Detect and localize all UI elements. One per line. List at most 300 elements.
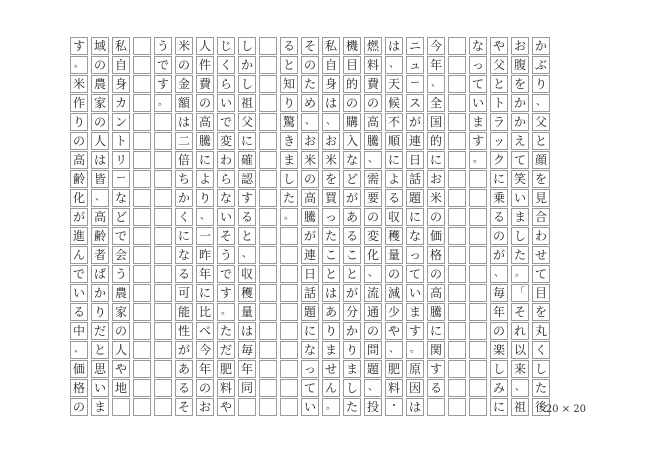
grid-cell: 年 (196, 360, 214, 378)
grid-cell: う (112, 265, 130, 283)
grid-cell: を (511, 75, 529, 93)
grid-cell: 。 (322, 398, 340, 416)
grid-cell: や (217, 398, 235, 416)
grid-cell: り (343, 341, 361, 359)
grid-cell: 入 (343, 132, 361, 150)
grid-cell: 天 (385, 75, 403, 93)
grid-cell: い (217, 94, 235, 112)
grid-cell (154, 132, 172, 150)
grid-cell: 的 (343, 75, 361, 93)
grid-cell: ま (406, 303, 424, 321)
grid-cell: 丸 (532, 322, 550, 340)
grid-cell (469, 398, 487, 416)
grid-cell: に (238, 132, 256, 150)
grid-cell: 高 (427, 284, 445, 302)
grid-cell: い (469, 94, 487, 112)
grid-cell (154, 113, 172, 131)
grid-cell: た (511, 246, 529, 264)
grid-cell: を (322, 170, 340, 188)
grid-cell: 。 (406, 341, 424, 359)
grid-cell (154, 322, 172, 340)
grid-cell: 全 (427, 94, 445, 112)
grid-cell: 二 (175, 132, 193, 150)
grid-cell: に (385, 151, 403, 169)
grid-cell: 顔 (532, 151, 550, 169)
grid-cell (133, 360, 151, 378)
grid-cell: 題 (301, 303, 319, 321)
grid-cell: こ (322, 246, 340, 264)
grid-cell (469, 265, 487, 283)
grid-cell: 。 (280, 208, 298, 226)
grid-cell: 私 (112, 37, 130, 55)
grid-cell (259, 246, 277, 264)
grid-cell: い (511, 189, 529, 207)
grid-cell: 額 (175, 94, 193, 112)
grid-cell: の (385, 265, 403, 283)
grid-cell (448, 265, 466, 283)
grid-cell: の (196, 379, 214, 397)
grid-cell: ど (343, 170, 361, 188)
grid-cell: す (427, 360, 445, 378)
grid-cell: ・ (385, 398, 403, 416)
grid-cell: で (70, 265, 88, 283)
grid-cell: 連 (406, 132, 424, 150)
grid-cell: 。 (70, 56, 88, 74)
grid-cell: 比 (196, 303, 214, 321)
grid-cell: て (532, 265, 550, 283)
grid-cell (469, 341, 487, 359)
grid-cell (133, 94, 151, 112)
grid-cell: 会 (112, 246, 130, 264)
grid-cell (448, 208, 466, 226)
grid-cell: ぶ (532, 56, 550, 74)
grid-cell: 順 (385, 132, 403, 150)
grid-cell: 昨 (196, 246, 214, 264)
grid-cell: の (301, 170, 319, 188)
grid-cell (133, 113, 151, 131)
grid-cell (259, 56, 277, 74)
grid-cell: 機 (343, 37, 361, 55)
grid-cell: 高 (301, 189, 319, 207)
grid-cell: お (427, 170, 445, 188)
grid-cell: 穫 (385, 227, 403, 245)
grid-cell: 穫 (238, 284, 256, 302)
grid-cell: っ (301, 360, 319, 378)
grid-cell: 米 (301, 151, 319, 169)
grid-cell (259, 227, 277, 245)
grid-cell: ト (490, 94, 508, 112)
grid-cell: か (175, 189, 193, 207)
grid-cell (280, 322, 298, 340)
grid-cell: は (238, 322, 256, 340)
grid-cell: ま (91, 398, 109, 416)
grid-cell: す (406, 322, 424, 340)
grid-cell: で (217, 113, 235, 131)
grid-cell (259, 151, 277, 169)
grid-cell: 農 (91, 75, 109, 93)
grid-cell: い (406, 284, 424, 302)
grid-cell: 原 (406, 360, 424, 378)
grid-cell: 人 (196, 37, 214, 55)
grid-cell (259, 284, 277, 302)
grid-cell (448, 303, 466, 321)
grid-cell: て (301, 379, 319, 397)
grid-cell: く (532, 341, 550, 359)
grid-cell: あ (343, 208, 361, 226)
grid-cell: の (490, 322, 508, 340)
grid-cell: す (70, 37, 88, 55)
grid-cell: に (301, 322, 319, 340)
grid-cell (448, 113, 466, 131)
grid-cell (280, 265, 298, 283)
grid-cell (133, 189, 151, 207)
grid-cell: 家 (112, 303, 130, 321)
grid-cell: 自 (112, 56, 130, 74)
grid-cell: き (280, 132, 298, 150)
grid-cell (133, 208, 151, 226)
grid-cell (280, 379, 298, 397)
grid-cell: り (280, 94, 298, 112)
grid-cell (133, 341, 151, 359)
grid-cell: よ (385, 170, 403, 188)
grid-cell: 倍 (175, 151, 193, 169)
grid-cell: 問 (364, 341, 382, 359)
grid-cell: 今 (427, 37, 445, 55)
grid-cell: お (322, 132, 340, 150)
grid-cell (469, 189, 487, 207)
grid-cell (448, 75, 466, 93)
grid-cell (133, 75, 151, 93)
grid-cell: し (511, 227, 529, 245)
grid-cell (259, 379, 277, 397)
grid-cell: っ (322, 208, 340, 226)
grid-cell: ら (217, 170, 235, 188)
grid-cell: 、 (427, 75, 445, 93)
grid-cell: は (406, 398, 424, 416)
grid-cell (238, 398, 256, 416)
grid-cell (448, 94, 466, 112)
grid-cell (259, 170, 277, 188)
grid-cell: て (469, 75, 487, 93)
grid-cell: 高 (196, 113, 214, 131)
grid-cell: り (91, 303, 109, 321)
grid-cell: せ (322, 360, 340, 378)
grid-cell (448, 132, 466, 150)
grid-cell: 年 (427, 56, 445, 74)
grid-cell: 齢 (70, 170, 88, 188)
grid-cell (448, 151, 466, 169)
grid-cell (133, 37, 151, 55)
grid-cell: 高 (91, 208, 109, 226)
grid-cell: 騰 (196, 132, 214, 150)
grid-cell: 地 (112, 379, 130, 397)
grid-cell: る (385, 189, 403, 207)
grid-cell (259, 398, 277, 416)
grid-cell (448, 189, 466, 207)
grid-cell: こ (343, 246, 361, 264)
grid-cell: 、 (385, 341, 403, 359)
grid-cell: い (217, 208, 235, 226)
grid-cell: と (238, 227, 256, 245)
grid-cell: 騰 (364, 132, 382, 150)
grid-cell: そ (511, 303, 529, 321)
grid-cell: か (238, 56, 256, 74)
grid-cell: 来 (511, 360, 529, 378)
grid-cell: と (280, 56, 298, 74)
grid-cell: で (217, 265, 235, 283)
grid-cell: の (301, 56, 319, 74)
grid-cell (448, 246, 466, 264)
grid-cell (280, 246, 298, 264)
grid-cell: 、 (196, 208, 214, 226)
grid-cell: あ (322, 303, 340, 321)
grid-cell: に (196, 284, 214, 302)
grid-cell: 、 (385, 56, 403, 74)
grid-cell: 費 (364, 75, 382, 93)
grid-cell: 題 (406, 189, 424, 207)
grid-cell: か (532, 37, 550, 55)
grid-cell (280, 227, 298, 245)
grid-cell: と (322, 265, 340, 283)
grid-cell: し (532, 360, 550, 378)
grid-cell: 認 (238, 170, 256, 188)
grid-cell (154, 227, 172, 245)
grid-cell: 乗 (490, 189, 508, 207)
grid-cell (133, 265, 151, 283)
grid-cell (154, 360, 172, 378)
grid-cell (427, 398, 445, 416)
grid-cell: し (238, 37, 256, 55)
grid-cell (154, 303, 172, 321)
grid-cell (469, 303, 487, 321)
grid-cell: の (91, 56, 109, 74)
grid-cell: 域 (91, 37, 109, 55)
grid-cell: 料 (385, 379, 403, 397)
grid-cell (448, 398, 466, 416)
grid-cell (469, 360, 487, 378)
grid-cell: ば (91, 265, 109, 283)
grid-cell: 費 (196, 75, 214, 93)
grid-cell: ん (322, 379, 340, 397)
grid-cell: た (280, 189, 298, 207)
grid-cell: が (175, 341, 193, 359)
grid-cell: す (154, 75, 172, 93)
grid-cell: い (91, 379, 109, 397)
grid-cell: そ (175, 398, 193, 416)
grid-cell: 分 (343, 303, 361, 321)
grid-cell: り (70, 113, 88, 131)
grid-cell: と (91, 341, 109, 359)
grid-cell: 日 (406, 151, 424, 169)
grid-cell: そ (301, 37, 319, 55)
grid-cell: の (427, 208, 445, 226)
grid-cell: ト (112, 132, 130, 150)
grid-cell: と (490, 75, 508, 93)
grid-cell: と (343, 265, 361, 283)
grid-cell: る (238, 208, 256, 226)
grid-cell: 肥 (217, 360, 235, 378)
grid-cell: で (154, 56, 172, 74)
grid-cell: る (280, 37, 298, 55)
grid-cell: 毎 (238, 341, 256, 359)
grid-cell: 変 (217, 132, 235, 150)
grid-cell: 買 (322, 189, 340, 207)
grid-cell: を (532, 303, 550, 321)
grid-cell: う (217, 246, 235, 264)
grid-cell: が (490, 246, 508, 264)
grid-cell: 父 (532, 113, 550, 131)
grid-cell: 価 (427, 227, 445, 245)
grid-cell: べ (196, 322, 214, 340)
grid-cell (259, 75, 277, 93)
grid-cell (154, 265, 172, 283)
grid-cell (154, 189, 172, 207)
grid-cell: 思 (91, 360, 109, 378)
grid-cell: し (280, 170, 298, 188)
grid-cell: 騰 (301, 208, 319, 226)
grid-cell (154, 208, 172, 226)
grid-cell: 見 (532, 189, 550, 207)
grid-cell (280, 341, 298, 359)
grid-size-label: 20 × 20 (545, 404, 586, 415)
grid-cell (469, 208, 487, 226)
grid-cell: 齢 (91, 227, 109, 245)
grid-cell (259, 113, 277, 131)
grid-cell: 需 (364, 170, 382, 188)
grid-cell: 通 (364, 303, 382, 321)
grid-cell: 騰 (427, 303, 445, 321)
grid-cell: 関 (427, 341, 445, 359)
grid-cell: 米 (427, 189, 445, 207)
grid-cell (469, 170, 487, 188)
grid-cell: 進 (70, 227, 88, 245)
grid-cell: 。 (154, 94, 172, 112)
grid-cell: た (532, 379, 550, 397)
grid-cell: り (532, 75, 550, 93)
grid-cell (133, 398, 151, 416)
grid-cell (448, 37, 466, 55)
grid-cell: 性 (175, 322, 193, 340)
grid-cell: 流 (364, 284, 382, 302)
grid-cell: な (112, 189, 130, 207)
grid-cell: す (238, 189, 256, 207)
grid-cell: 祖 (238, 94, 256, 112)
grid-cell: 収 (238, 265, 256, 283)
grid-cell: 要 (364, 189, 382, 207)
grid-cell: 件 (196, 56, 214, 74)
grid-cell (448, 341, 466, 359)
grid-cell: 量 (238, 303, 256, 321)
grid-cell (154, 284, 172, 302)
grid-cell: の (343, 94, 361, 112)
grid-cell: 皆 (91, 170, 109, 188)
grid-cell: わ (217, 151, 235, 169)
grid-cell: 金 (175, 75, 193, 93)
grid-cell: 私 (322, 37, 340, 55)
grid-cell: 目 (343, 56, 361, 74)
grid-cell: る (490, 208, 508, 226)
grid-cell (154, 170, 172, 188)
grid-cell: み (490, 379, 508, 397)
grid-cell: 者 (91, 246, 109, 264)
grid-cell: 米 (175, 37, 193, 55)
grid-cell: っ (469, 56, 487, 74)
grid-cell: ま (280, 151, 298, 169)
grid-cell: ち (175, 170, 193, 188)
grid-cell: し (490, 360, 508, 378)
grid-cell: 人 (112, 341, 130, 359)
grid-cell (469, 284, 487, 302)
grid-cell (154, 398, 172, 416)
grid-cell: 、 (301, 113, 319, 131)
grid-cell: 「 (511, 284, 529, 302)
grid-cell: り (196, 189, 214, 207)
grid-cell (154, 246, 172, 264)
grid-cell: ら (217, 75, 235, 93)
grid-cell: 変 (364, 227, 382, 245)
grid-cell (448, 322, 466, 340)
grid-cell: ま (343, 360, 361, 378)
grid-cell: 不 (385, 113, 403, 131)
grid-cell: や (112, 360, 130, 378)
grid-cell: は (322, 94, 340, 112)
grid-cell: に (427, 151, 445, 169)
grid-cell: ど (112, 208, 130, 226)
grid-cell: や (385, 322, 403, 340)
grid-cell: 収 (385, 208, 403, 226)
grid-cell (280, 360, 298, 378)
grid-cell: 化 (364, 246, 382, 264)
grid-cell: 減 (385, 284, 403, 302)
grid-cell: 燃 (364, 37, 382, 55)
grid-cell: を (532, 170, 550, 188)
grid-cell: な (175, 246, 193, 264)
grid-cell: た (301, 75, 319, 93)
grid-cell: 農 (112, 284, 130, 302)
grid-cell (448, 360, 466, 378)
grid-cell (469, 322, 487, 340)
grid-cell: 量 (385, 246, 403, 264)
grid-cell: の (70, 132, 88, 150)
grid-cell: 話 (301, 284, 319, 302)
grid-cell: 一 (196, 227, 214, 245)
grid-cell: の (490, 227, 508, 245)
grid-cell (133, 322, 151, 340)
grid-cell (280, 303, 298, 321)
grid-cell (259, 341, 277, 359)
grid-cell: 国 (427, 113, 445, 131)
grid-cell (469, 227, 487, 245)
grid-cell: だ (91, 322, 109, 340)
grid-cell (448, 284, 466, 302)
grid-cell: 能 (175, 303, 193, 321)
grid-cell: 、 (70, 341, 88, 359)
grid-cell: 投 (364, 398, 382, 416)
grid-cell: わ (532, 227, 550, 245)
grid-cell: か (343, 322, 361, 340)
grid-cell: 料 (217, 379, 235, 397)
grid-cell (259, 303, 277, 321)
grid-cell: り (322, 322, 340, 340)
grid-cell (469, 246, 487, 264)
grid-cell: 格 (427, 246, 445, 264)
grid-cell: 作 (70, 94, 88, 112)
grid-cell: せ (532, 246, 550, 264)
grid-cell (259, 189, 277, 207)
grid-cell: る (70, 303, 88, 321)
grid-cell: ュ (406, 56, 424, 74)
grid-cell: た (322, 227, 340, 245)
